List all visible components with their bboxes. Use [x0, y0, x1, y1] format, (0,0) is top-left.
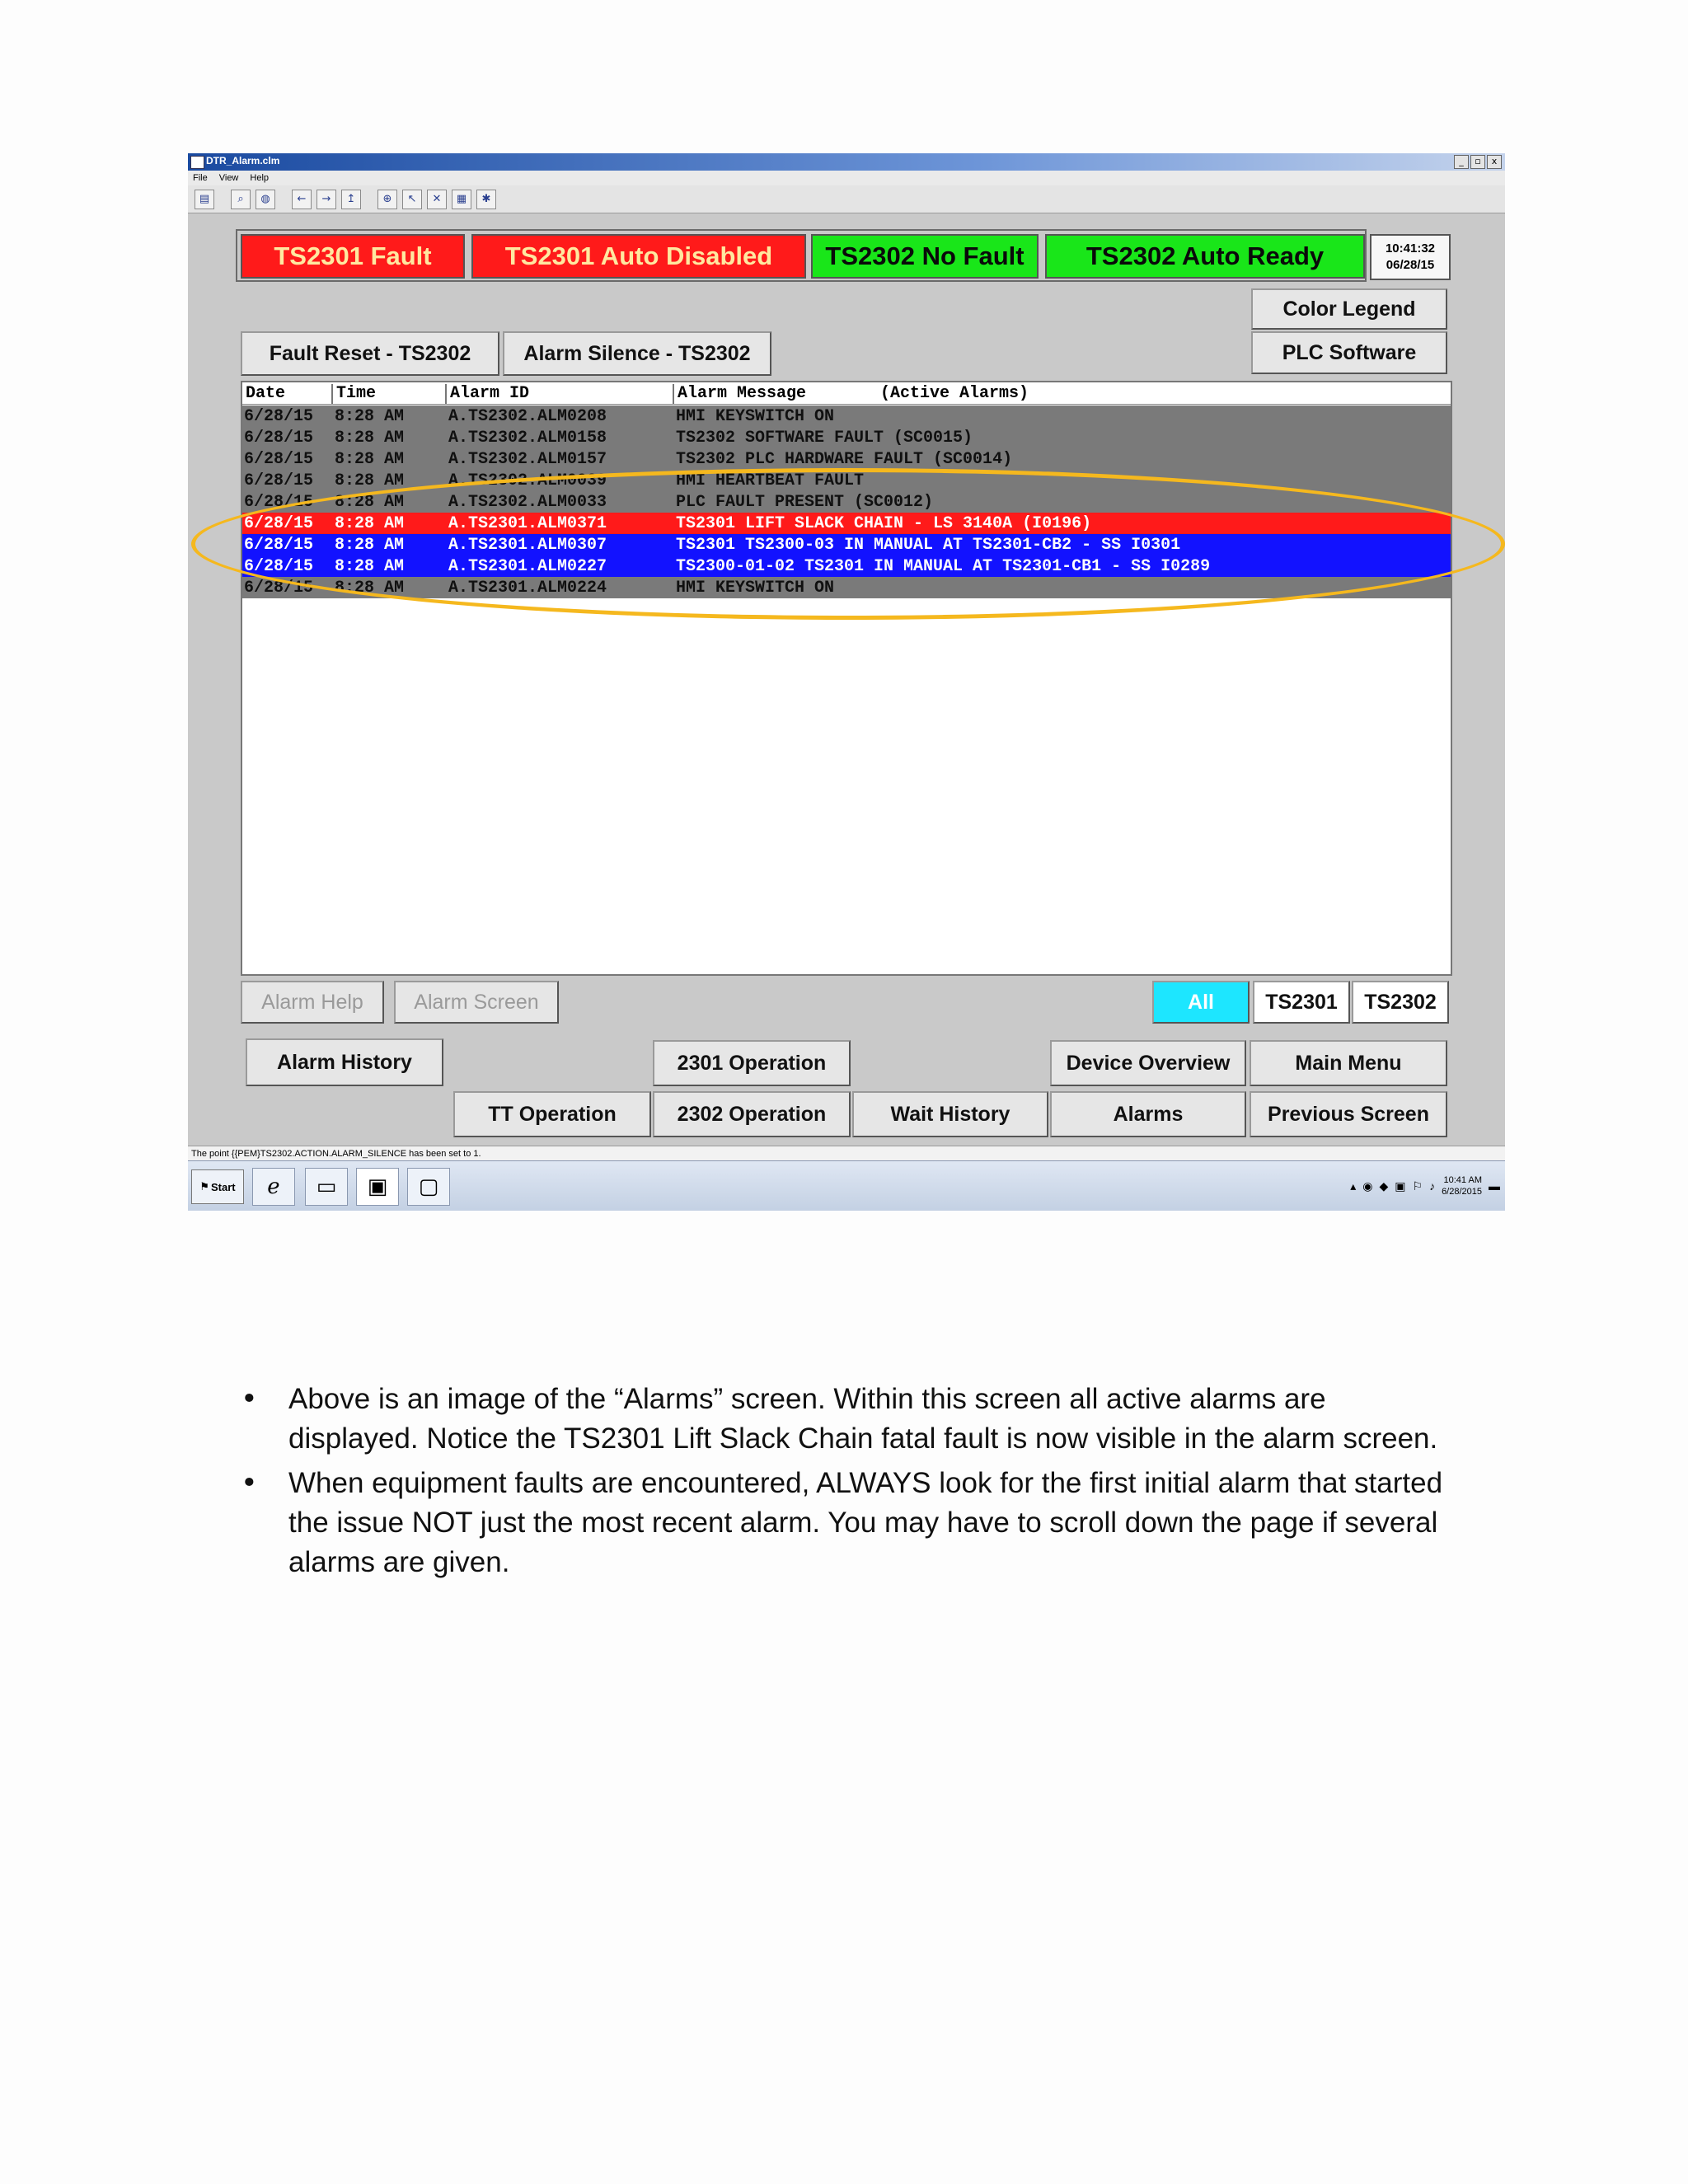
alarm-cell-date: 6/28/15 [244, 471, 314, 490]
highlight-oval [191, 468, 1505, 620]
wait-history-button[interactable]: Wait History [852, 1091, 1048, 1137]
alarm-help-button[interactable]: Alarm Help [241, 981, 384, 1024]
alarm-cell-time: 8:28 AM [335, 514, 405, 533]
alarm-cell-id: A.TS2302.ALM0033 [448, 493, 607, 512]
alarm-cell-id: A.TS2302.ALM0039 [448, 471, 607, 490]
start-label: Start [211, 1180, 236, 1193]
status-ts2302-auto-ready: TS2302 Auto Ready [1045, 234, 1365, 279]
alarm-cell-date: 6/28/15 [244, 493, 314, 512]
filter-ts2301-button[interactable]: TS2301 [1253, 981, 1350, 1024]
magnify-icon[interactable]: ⊕ [377, 190, 397, 209]
grid-icon[interactable]: ▦ [452, 190, 471, 209]
internet-explorer-icon[interactable]: ℯ [252, 1168, 295, 1206]
alarms-button[interactable]: Alarms [1050, 1091, 1246, 1137]
bullet-dot-icon: • [241, 1383, 258, 1416]
alarm-cell-time: 8:28 AM [335, 493, 405, 512]
alarm-cell-time: 8:28 AM [335, 450, 405, 469]
app-icon [190, 156, 204, 169]
col-alarm-id: Alarm ID [445, 384, 529, 404]
hmi-window-icon[interactable]: ▣ [356, 1168, 399, 1206]
system-tray [1350, 1169, 1500, 1202]
minimize-icon[interactable]: _ [1454, 155, 1469, 169]
zoom-icon[interactable]: ⌕ [231, 190, 251, 209]
alarm-cell-message: HMI KEYSWITCH ON [676, 407, 835, 426]
col-alarm-message: Alarm Message [673, 384, 806, 404]
alarm-cell-message: PLC FAULT PRESENT (SC0012) [676, 493, 934, 512]
alarm-cell-id: A.TS2301.ALM0371 [448, 514, 607, 533]
alarm-row[interactable] [242, 448, 1451, 470]
alarm-cell-time: 8:28 AM [335, 579, 405, 598]
maximize-icon[interactable]: ▫ [1470, 155, 1485, 169]
menu-file[interactable]: File [193, 173, 208, 183]
alarm-cell-id: A.TS2302.ALM0208 [448, 407, 607, 426]
col-time: Time [331, 384, 376, 404]
tray-monitor-icon[interactable]: ▣ [1395, 1179, 1406, 1193]
folder-taskbar-icon[interactable]: ▢ [407, 1168, 450, 1206]
select-icon[interactable]: ↖ [402, 190, 422, 209]
alarm-cell-date: 6/28/15 [244, 579, 314, 598]
fault-reset-button[interactable]: Fault Reset - TS2302 [241, 331, 499, 376]
alarm-cell-message: TS2301 TS2300-03 IN MANUAL AT TS2301-CB2 - SS I0301 [676, 536, 1181, 555]
status-ts2302-no-fault: TS2302 No Fault [811, 234, 1039, 279]
window-controls [1454, 155, 1502, 169]
status-ts2301-auto-disabled: TS2301 Auto Disabled [471, 234, 806, 279]
up-icon[interactable]: ↥ [341, 190, 361, 209]
alarm-cell-id: A.TS2302.ALM0158 [448, 429, 607, 448]
menu-view[interactable]: View [218, 173, 239, 183]
alarm-cell-message: TS2300-01-02 TS2301 IN MANUAL AT TS2301-CB1 - SS I0289 [676, 557, 1211, 576]
alarm-row[interactable] [242, 405, 1451, 427]
folder-icon[interactable]: ▤ [195, 190, 214, 209]
status-banner [236, 229, 1436, 282]
device-overview-button[interactable]: Device Overview [1050, 1040, 1246, 1086]
alarm-cell-date: 6/28/15 [244, 557, 314, 576]
show-desktop-icon[interactable]: ▬ [1489, 1179, 1500, 1193]
color-legend-button[interactable]: Color Legend [1251, 288, 1447, 330]
alarm-cell-id: A.TS2301.ALM0307 [448, 536, 607, 555]
alarm-screen-button[interactable]: Alarm Screen [394, 981, 559, 1024]
file-explorer-icon[interactable]: ▭ [305, 1168, 348, 1206]
bullet-2 [236, 1464, 1456, 1582]
title-bar [188, 153, 1505, 171]
status-line: The point {{PEM}TS2302.ACTION.ALARM_SILENCE has been set to 1. [188, 1146, 1505, 1160]
alarm-cell-message: HMI HEARTBEAT FAULT [676, 471, 865, 490]
bullet-1-text: Above is an image of the “Alarms” screen. Within this screen all active alarms are displayed. Notice the TS2301 Lift Slack Chain fatal fault is now visible in the alarm screen. [288, 1383, 1438, 1455]
alarm-cell-message: HMI KEYSWITCH ON [676, 579, 835, 598]
alarm-cell-date: 6/28/15 [244, 514, 314, 533]
tray-shield-icon[interactable]: ◆ [1379, 1179, 1389, 1193]
explanation-list [236, 1380, 1456, 1587]
alarm-cell-time: 8:28 AM [335, 407, 405, 426]
toolbar [188, 185, 1505, 213]
tray-flag-icon[interactable]: ⚐ [1412, 1179, 1423, 1193]
menu-bar [188, 171, 1505, 185]
alarm-cell-message: TS2301 LIFT SLACK CHAIN - LS 3140A (I0196) [676, 514, 1092, 533]
alarm-cell-date: 6/28/15 [244, 450, 314, 469]
bullet-2-text: When equipment faults are encountered, ALWAYS look for the first initial alarm that started the issue NOT just the most recent alarm. You may have to scroll down the page if several alarms are given. [288, 1467, 1443, 1578]
forward-arrow-icon[interactable]: → [316, 190, 336, 209]
alarm-cell-time: 8:28 AM [335, 471, 405, 490]
alarm-cell-date: 6/28/15 [244, 536, 314, 555]
menu-help[interactable]: Help [250, 173, 270, 183]
filter-all-button[interactable]: All [1152, 981, 1250, 1024]
bullet-1 [236, 1380, 1456, 1459]
taskbar-clock[interactable] [1442, 1174, 1482, 1197]
col-date: Date [246, 384, 286, 403]
tray-arrow-icon[interactable]: ▴ [1350, 1179, 1357, 1193]
plc-software-button[interactable]: PLC Software [1251, 331, 1447, 374]
tray-volume-icon[interactable]: ♪ [1429, 1179, 1436, 1193]
window-title: DTR_Alarm.clm [206, 155, 280, 166]
previous-screen-button[interactable]: Previous Screen [1250, 1091, 1447, 1137]
operation-2301-button[interactable]: 2301 Operation [653, 1040, 851, 1086]
globe-icon[interactable]: ◍ [256, 190, 275, 209]
taskbar [188, 1160, 1505, 1211]
alarm-cell-message: TS2302 PLC HARDWARE FAULT (SC0014) [676, 450, 1013, 469]
alarm-screenshot [188, 153, 1505, 1211]
alarm-cell-id: A.TS2301.ALM0224 [448, 579, 607, 598]
status-clock [1370, 234, 1451, 280]
cut-icon[interactable]: ✕ [427, 190, 447, 209]
operation-2302-button[interactable]: 2302 Operation [653, 1091, 851, 1137]
alarm-cell-date: 6/28/15 [244, 429, 314, 448]
alarm-cell-date: 6/28/15 [244, 407, 314, 426]
alarm-history-button[interactable]: Alarm History [246, 1038, 443, 1086]
alarm-silence-button[interactable]: Alarm Silence - TS2302 [503, 331, 771, 376]
alarm-cell-id: A.TS2301.ALM0227 [448, 557, 607, 576]
windows-flag-icon: ⚑ [199, 1180, 210, 1193]
col-active-alarms: (Active Alarms) [880, 384, 1029, 403]
alarm-cell-message: TS2302 SOFTWARE FAULT (SC0015) [676, 429, 973, 448]
alarm-list-header [242, 382, 1451, 405]
bullet-dot-icon: • [241, 1467, 258, 1500]
filter-ts2302-button[interactable]: TS2302 [1352, 981, 1449, 1024]
clock-date: 06/28/15 [1386, 258, 1435, 272]
status-ts2301-fault: TS2301 Fault [241, 234, 465, 279]
close-icon[interactable]: x [1487, 155, 1502, 169]
taskbar-date: 6/28/2015 [1442, 1187, 1482, 1197]
alarm-cell-id: A.TS2302.ALM0157 [448, 450, 607, 469]
tray-network-icon[interactable]: ◉ [1362, 1179, 1373, 1193]
clock-time: 10:41:32 [1385, 241, 1436, 255]
taskbar-time: 10:41 AM [1443, 1175, 1482, 1185]
alarm-cell-time: 8:28 AM [335, 536, 405, 555]
tt-operation-button[interactable]: TT Operation [453, 1091, 651, 1137]
start-button[interactable] [191, 1169, 244, 1204]
alarm-cell-time: 8:28 AM [335, 557, 405, 576]
alarm-cell-time: 8:28 AM [335, 429, 405, 448]
alarm-row[interactable] [242, 427, 1451, 448]
back-arrow-icon[interactable]: ← [292, 190, 312, 209]
main-menu-button[interactable]: Main Menu [1250, 1040, 1447, 1086]
star-icon[interactable]: ✱ [476, 190, 496, 209]
